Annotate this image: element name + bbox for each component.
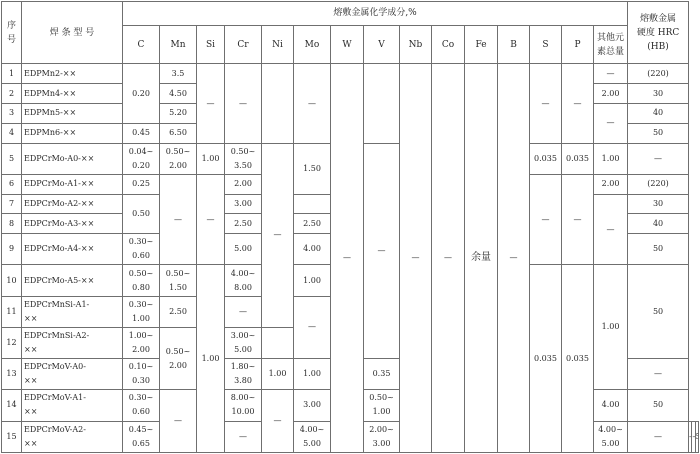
mo-value: 1.00: [294, 265, 331, 296]
mn-value: —: [160, 174, 197, 265]
c-value: 0.10~ 0.30: [123, 359, 160, 390]
mo-value: 2.00~ 3.00: [364, 421, 400, 452]
cr-value: 1.80~ 3.80: [225, 359, 262, 390]
ni-value: [262, 64, 294, 143]
header-element: Mn: [160, 25, 197, 64]
header-element: S: [530, 25, 562, 64]
hardness-value: —: [628, 143, 689, 174]
ni-value: 1.00: [262, 359, 294, 390]
mn-value: 0.50~ 2.00: [160, 143, 197, 174]
fe-value: 余量: [465, 64, 498, 453]
row-number: 2: [2, 84, 22, 104]
table-row: [2, 64, 699, 84]
mo-value: [294, 194, 331, 214]
cr-value: 4.00~ 5.00: [294, 421, 331, 452]
other-value: —: [594, 64, 628, 84]
header-no: 序 号: [2, 2, 22, 64]
si-value: 1.00: [197, 265, 225, 453]
cr-value: 3.00~ 5.00: [225, 327, 262, 358]
hardness-value: 30: [628, 84, 689, 104]
mn-value: 0.50~ 2.00: [160, 327, 197, 389]
other-value: 1.00: [594, 265, 628, 390]
other-value: —: [594, 194, 628, 265]
hardness-value: (220): [628, 174, 689, 194]
other-value: 2.00: [594, 174, 628, 194]
p-value: 0.035: [562, 265, 594, 453]
hardness-value: [695, 421, 698, 452]
mo-value: 1.00: [294, 359, 331, 390]
electrode-type: EDPCrMoV-A0- ××: [22, 359, 123, 390]
hardness-value: 50: [628, 123, 689, 143]
row-number: 9: [2, 234, 22, 265]
hardness-value: 40: [628, 104, 689, 124]
p-value: —: [562, 64, 594, 143]
row-number: 14: [2, 390, 22, 421]
header-type: 焊 条 型 号: [22, 2, 123, 64]
electrode-type: EDPCrMnSi-A2- ××: [22, 327, 123, 358]
header-hardness: 熔敷金属 硬度 HRC (HB): [628, 2, 689, 64]
c-value: 0.25: [123, 174, 160, 194]
ni-value: —: [262, 390, 294, 453]
electrode-type: EDPCrMoV-A2- ××: [22, 421, 123, 452]
mo-value: —: [294, 296, 331, 358]
header-element: Fe: [465, 25, 498, 64]
hardness-value: 30: [628, 194, 689, 214]
c-value: 0.30~ 0.60: [123, 390, 160, 421]
mo-value: 3.00: [294, 390, 331, 421]
electrode-type: EDPCrMo-A2-××: [22, 194, 123, 214]
electrode-type: EDPCrMo-A3-××: [22, 214, 123, 234]
c-value: 0.45: [123, 123, 160, 143]
electrode-type: EDPCrMoV-A1- ××: [22, 390, 123, 421]
s-value: 0.035: [530, 265, 562, 453]
row-number: 7: [2, 194, 22, 214]
mo-value: 1.50: [294, 143, 331, 194]
b-value: —: [498, 64, 530, 453]
row-number: 5: [2, 143, 22, 174]
other-value: —: [594, 104, 628, 144]
header-element: V: [364, 25, 400, 64]
header-element: P: [562, 25, 594, 64]
mn-value: 2.50: [160, 296, 197, 327]
electrode-type: EDPCrMo-A5-××: [22, 265, 123, 296]
v-value: 0.50~ 1.00: [364, 390, 400, 421]
mo-value: 4.00: [294, 234, 331, 265]
si-value: —: [225, 421, 262, 452]
s-value: —: [628, 421, 689, 452]
electrode-type: EDPCrMo-A1-××: [22, 174, 123, 194]
header-row: [2, 2, 699, 26]
c-value: 0.04~ 0.20: [123, 143, 160, 174]
mo-value: —: [294, 64, 331, 143]
hardness-value: —: [628, 359, 689, 390]
other-value: 2.00: [594, 84, 628, 104]
other-value: 4.00: [594, 390, 628, 421]
row-number: 8: [2, 214, 22, 234]
header-element: Mo: [294, 25, 331, 64]
electrode-type: EDPCrMo-A4-××: [22, 234, 123, 265]
p-value: —: [562, 174, 594, 265]
v-value: 0.35: [364, 359, 400, 390]
other-value: 1.00: [594, 143, 628, 174]
header-composition: 熔敷金属化学成分,%: [123, 2, 628, 26]
row-number: 1: [2, 64, 22, 84]
electrode-type: EDPMn4-××: [22, 84, 123, 104]
si-value: —: [197, 174, 225, 265]
electrode-type: EDPCrMo-A0-××: [22, 143, 123, 174]
hardness-value: 40: [628, 214, 689, 234]
header-element: C: [123, 25, 160, 64]
row-number: 15: [2, 421, 22, 452]
header-element: W: [331, 25, 364, 64]
cr-value: 3.00: [225, 194, 262, 214]
cr-value: 2.50: [225, 214, 262, 234]
row-number: 3: [2, 104, 22, 124]
cr-value: —: [225, 296, 262, 327]
header-element: Co: [432, 25, 465, 64]
co-value: —: [432, 64, 465, 453]
c-value: 1.00~ 2.00: [123, 327, 160, 358]
p-value: 0.035: [562, 143, 594, 174]
si-value: —: [197, 64, 225, 143]
header-element: 其他元 素总量: [594, 25, 628, 64]
c-value: 0.45~ 0.65: [123, 421, 160, 452]
cr-value: —: [225, 64, 262, 143]
mn-value: 0.50~ 1.50: [160, 265, 197, 296]
header-element: Cr: [225, 25, 262, 64]
s-value: 0.035: [530, 143, 562, 174]
v-value: [364, 64, 400, 143]
hardness-value: 50: [628, 234, 689, 265]
mn-value: 5.20: [160, 104, 197, 124]
v-value: —: [364, 143, 400, 359]
hardness-value: 50: [628, 390, 689, 421]
row-number: 6: [2, 174, 22, 194]
electrode-type: EDPCrMnSi-A1- ××: [22, 296, 123, 327]
c-value: 0.20: [123, 64, 160, 123]
c-value: 0.30~ 1.00: [123, 296, 160, 327]
mn-value: 4.50: [160, 84, 197, 104]
electrode-type: EDPMn5-××: [22, 104, 123, 124]
electrode-type: EDPMn2-××: [22, 64, 123, 84]
cr-value: 5.00: [225, 234, 262, 265]
header-element: Ni: [262, 25, 294, 64]
cr-value: 0.50~ 3.50: [225, 143, 262, 174]
mn-value: 6.50: [160, 123, 197, 143]
c-value: 0.50~ 0.80: [123, 265, 160, 296]
mn-value: —: [160, 390, 197, 453]
mn-value: 3.5: [160, 64, 197, 84]
cr-value: 4.00~ 8.00: [225, 265, 262, 296]
hardness-value: (220): [628, 64, 689, 84]
c-value: 0.30~ 0.60: [123, 234, 160, 265]
ni-value: —: [262, 143, 294, 327]
cr-value: 8.00~ 10.00: [225, 390, 262, 421]
mo-value: 2.50: [294, 214, 331, 234]
nb-value: —: [400, 64, 432, 453]
electrode-type: EDPMn6-××: [22, 123, 123, 143]
v-value: 4.00~ 5.00: [594, 421, 628, 452]
row-number: 12: [2, 327, 22, 358]
header-element: Nb: [400, 25, 432, 64]
welding-electrode-table: [1, 1, 699, 453]
row-number: 10: [2, 265, 22, 296]
c-value: 0.50: [123, 194, 160, 234]
s-value: —: [530, 174, 562, 265]
row-number: 13: [2, 359, 22, 390]
row-number: 11: [2, 296, 22, 327]
cr-value: 2.00: [225, 174, 262, 194]
row-number: 4: [2, 123, 22, 143]
si-value: 1.00: [197, 143, 225, 174]
s-value: —: [530, 64, 562, 143]
header-element: B: [498, 25, 530, 64]
hardness-value: 50: [628, 265, 689, 359]
w-value: —: [331, 64, 364, 453]
header-element: Si: [197, 25, 225, 64]
